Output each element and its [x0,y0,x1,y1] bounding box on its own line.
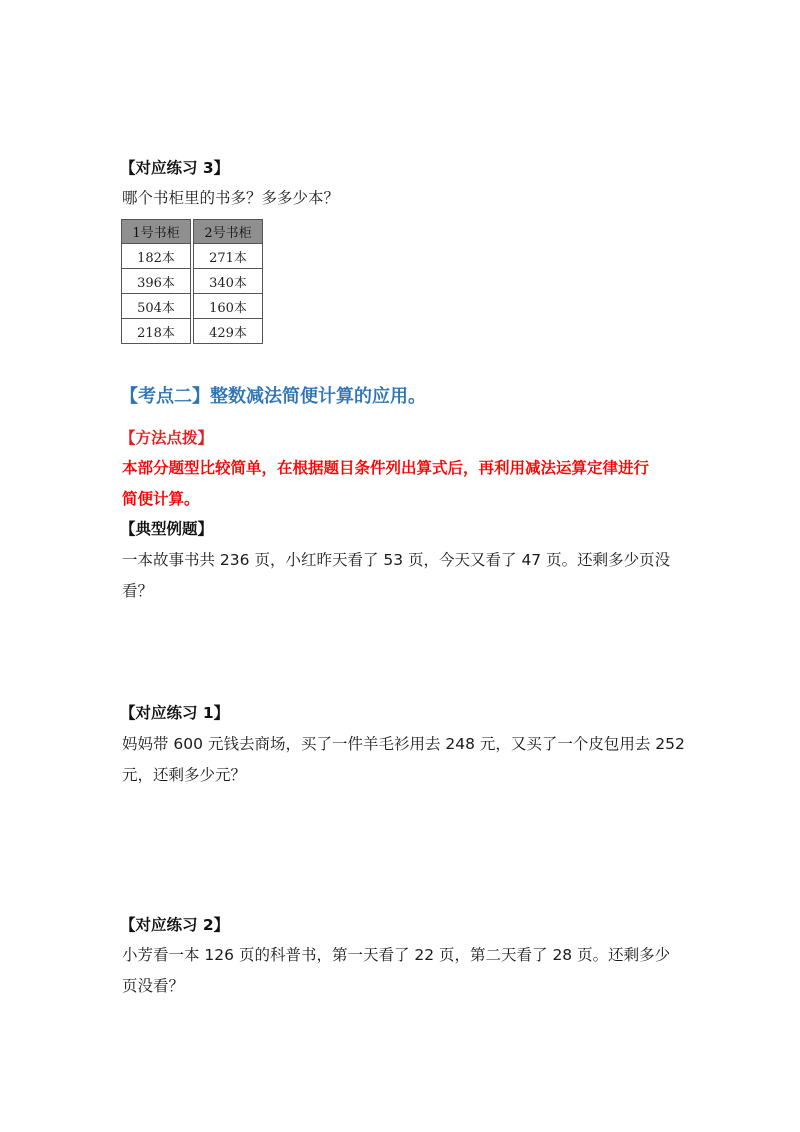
example-line2: 看？ [122,582,154,600]
practice2-line1: 小芳看一本 126 页的科普书，第一天看了 22 页，第二天看了 28 页。还剩多少 [122,946,671,964]
shelf1-cell: 396本 [122,269,191,294]
shelf2-header: 2号书柜 [194,220,263,244]
practice1-heading: 【对应练习 1】 [120,704,230,722]
shelf1-cell: 182本 [122,244,191,269]
example-line1: 一本故事书共 236 页，小红昨天看了 53 页，今天又看了 47 页。还剩多少页没 [122,551,671,569]
shelf1-cell: 504本 [122,294,191,319]
method-line2: 简便计算。 [122,490,200,508]
practice1-line1: 妈妈带 600 元钱去商场，买了一件羊毛衫用去 248 元，又买了一个皮包用去 252 [122,735,685,753]
practice2-line2: 页没看？ [122,977,185,995]
shelf1-header: 1号书柜 [122,220,191,244]
shelf2-cell: 271本 [194,244,263,269]
shelf2-cell: 160本 [194,294,263,319]
practice2-heading: 【对应练习 2】 [120,916,230,934]
example-heading: 【典型例题】 [120,520,214,538]
shelf1-cell: 218本 [122,319,191,344]
shelf2-cell: 429本 [194,319,263,344]
practice3-question: 哪个书柜里的书多？多多少本？ [122,189,340,207]
practice1-line2: 元，还剩多少元？ [122,766,247,784]
method-line1: 本部分题型比较简单，在根据题目条件列出算式后，再利用减法运算定律进行 [122,459,650,477]
practice3-heading: 【对应练习 3】 [120,159,230,177]
shelf1-table [121,219,191,344]
shelf2-cell: 340本 [194,269,263,294]
section2-title: 【考点二】整数减法简便计算的应用。 [120,386,426,407]
method-heading: 【方法点拨】 [120,429,214,447]
shelf2-table [193,219,263,344]
